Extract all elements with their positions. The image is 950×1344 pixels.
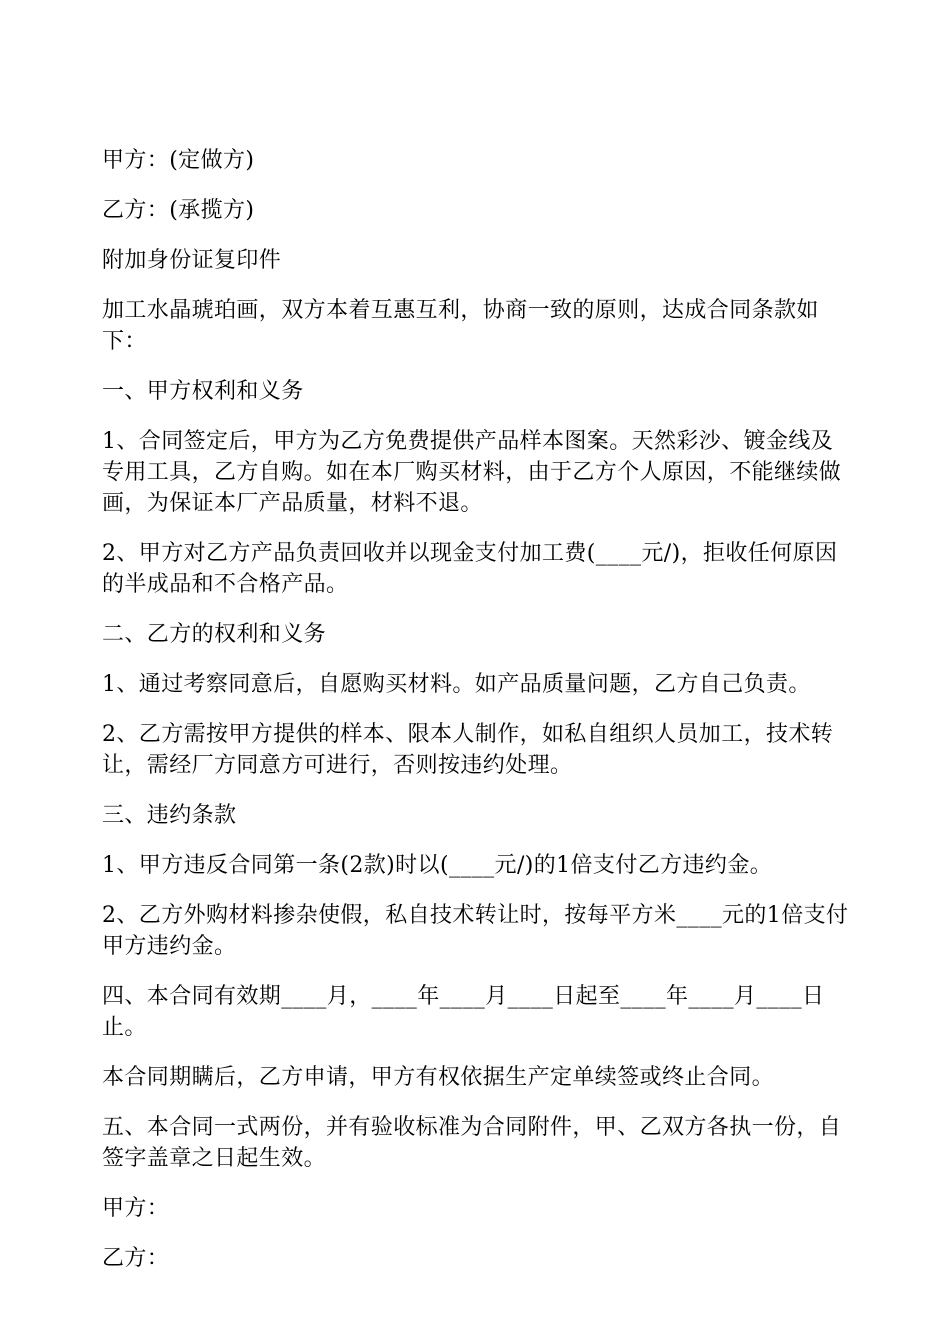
section-1-clause-1: 1、合同签定后，甲方为乙方免费提供产品样本图案。天然彩沙、镀金线及专用工具，乙方自购。如在本厂购买材料，由于乙方个人原因，不能继续做画，为保证本厂产品质量，材料不退。 [102,429,842,516]
section-5-copies: 五、本合同一式两份，并有验收标准为合同附件，甲、乙双方各执一份，自签字盖章之日起生效。 [102,1115,842,1171]
section-1-heading: 一、甲方权利和义务 [102,379,304,404]
section-2-heading: 二、乙方的权利和义务 [102,622,327,647]
section-4-term: 四、本合同有效期____月，____年____月____日起至____年____月____日止。 [102,984,825,1040]
section-3-clause-1: 1、甲方违反合同第一条(2款)时以(____元/)的1倍支付乙方违约金。 [102,853,773,878]
party-b-signature-line: 乙方： [102,1246,170,1271]
section-3-clause-2: 2、乙方外购材料掺杂使假，私自技术转让时，按每平方米____元的1倍支付甲方违约金。 [102,903,849,959]
id-attachment-note: 附加身份证复印件 [102,248,282,273]
party-b-heading: 乙方：(承揽方) [102,198,255,223]
section-3-heading: 三、违约条款 [102,803,237,828]
intro-paragraph: 加工水晶琥珀画，双方本着互惠互利，协商一致的原则，达成合同条款如下： [102,298,819,354]
section-2-clause-2: 2、乙方需按甲方提供的样本、限本人制作，如私自组织人员加工，技术转让，需经厂方同意方可进行，否则按违约处理。 [102,722,834,778]
section-1-clause-2: 2、甲方对乙方产品负责回收并以现金支付加工费(____元/)，拒收任何原因的半成品和不合格产品。 [102,541,838,597]
document-body [102,145,854,1293]
party-a-signature-line: 甲方： [102,1196,170,1221]
party-a-heading: 甲方：(定做方) [102,148,255,173]
renewal-paragraph: 本合同期瞒后，乙方申请，甲方有权依据生产定单续签或终止合同。 [102,1065,775,1090]
section-2-clause-1: 1、通过考察同意后，自愿购买材料。如产品质量问题，乙方自己负责。 [102,672,811,697]
